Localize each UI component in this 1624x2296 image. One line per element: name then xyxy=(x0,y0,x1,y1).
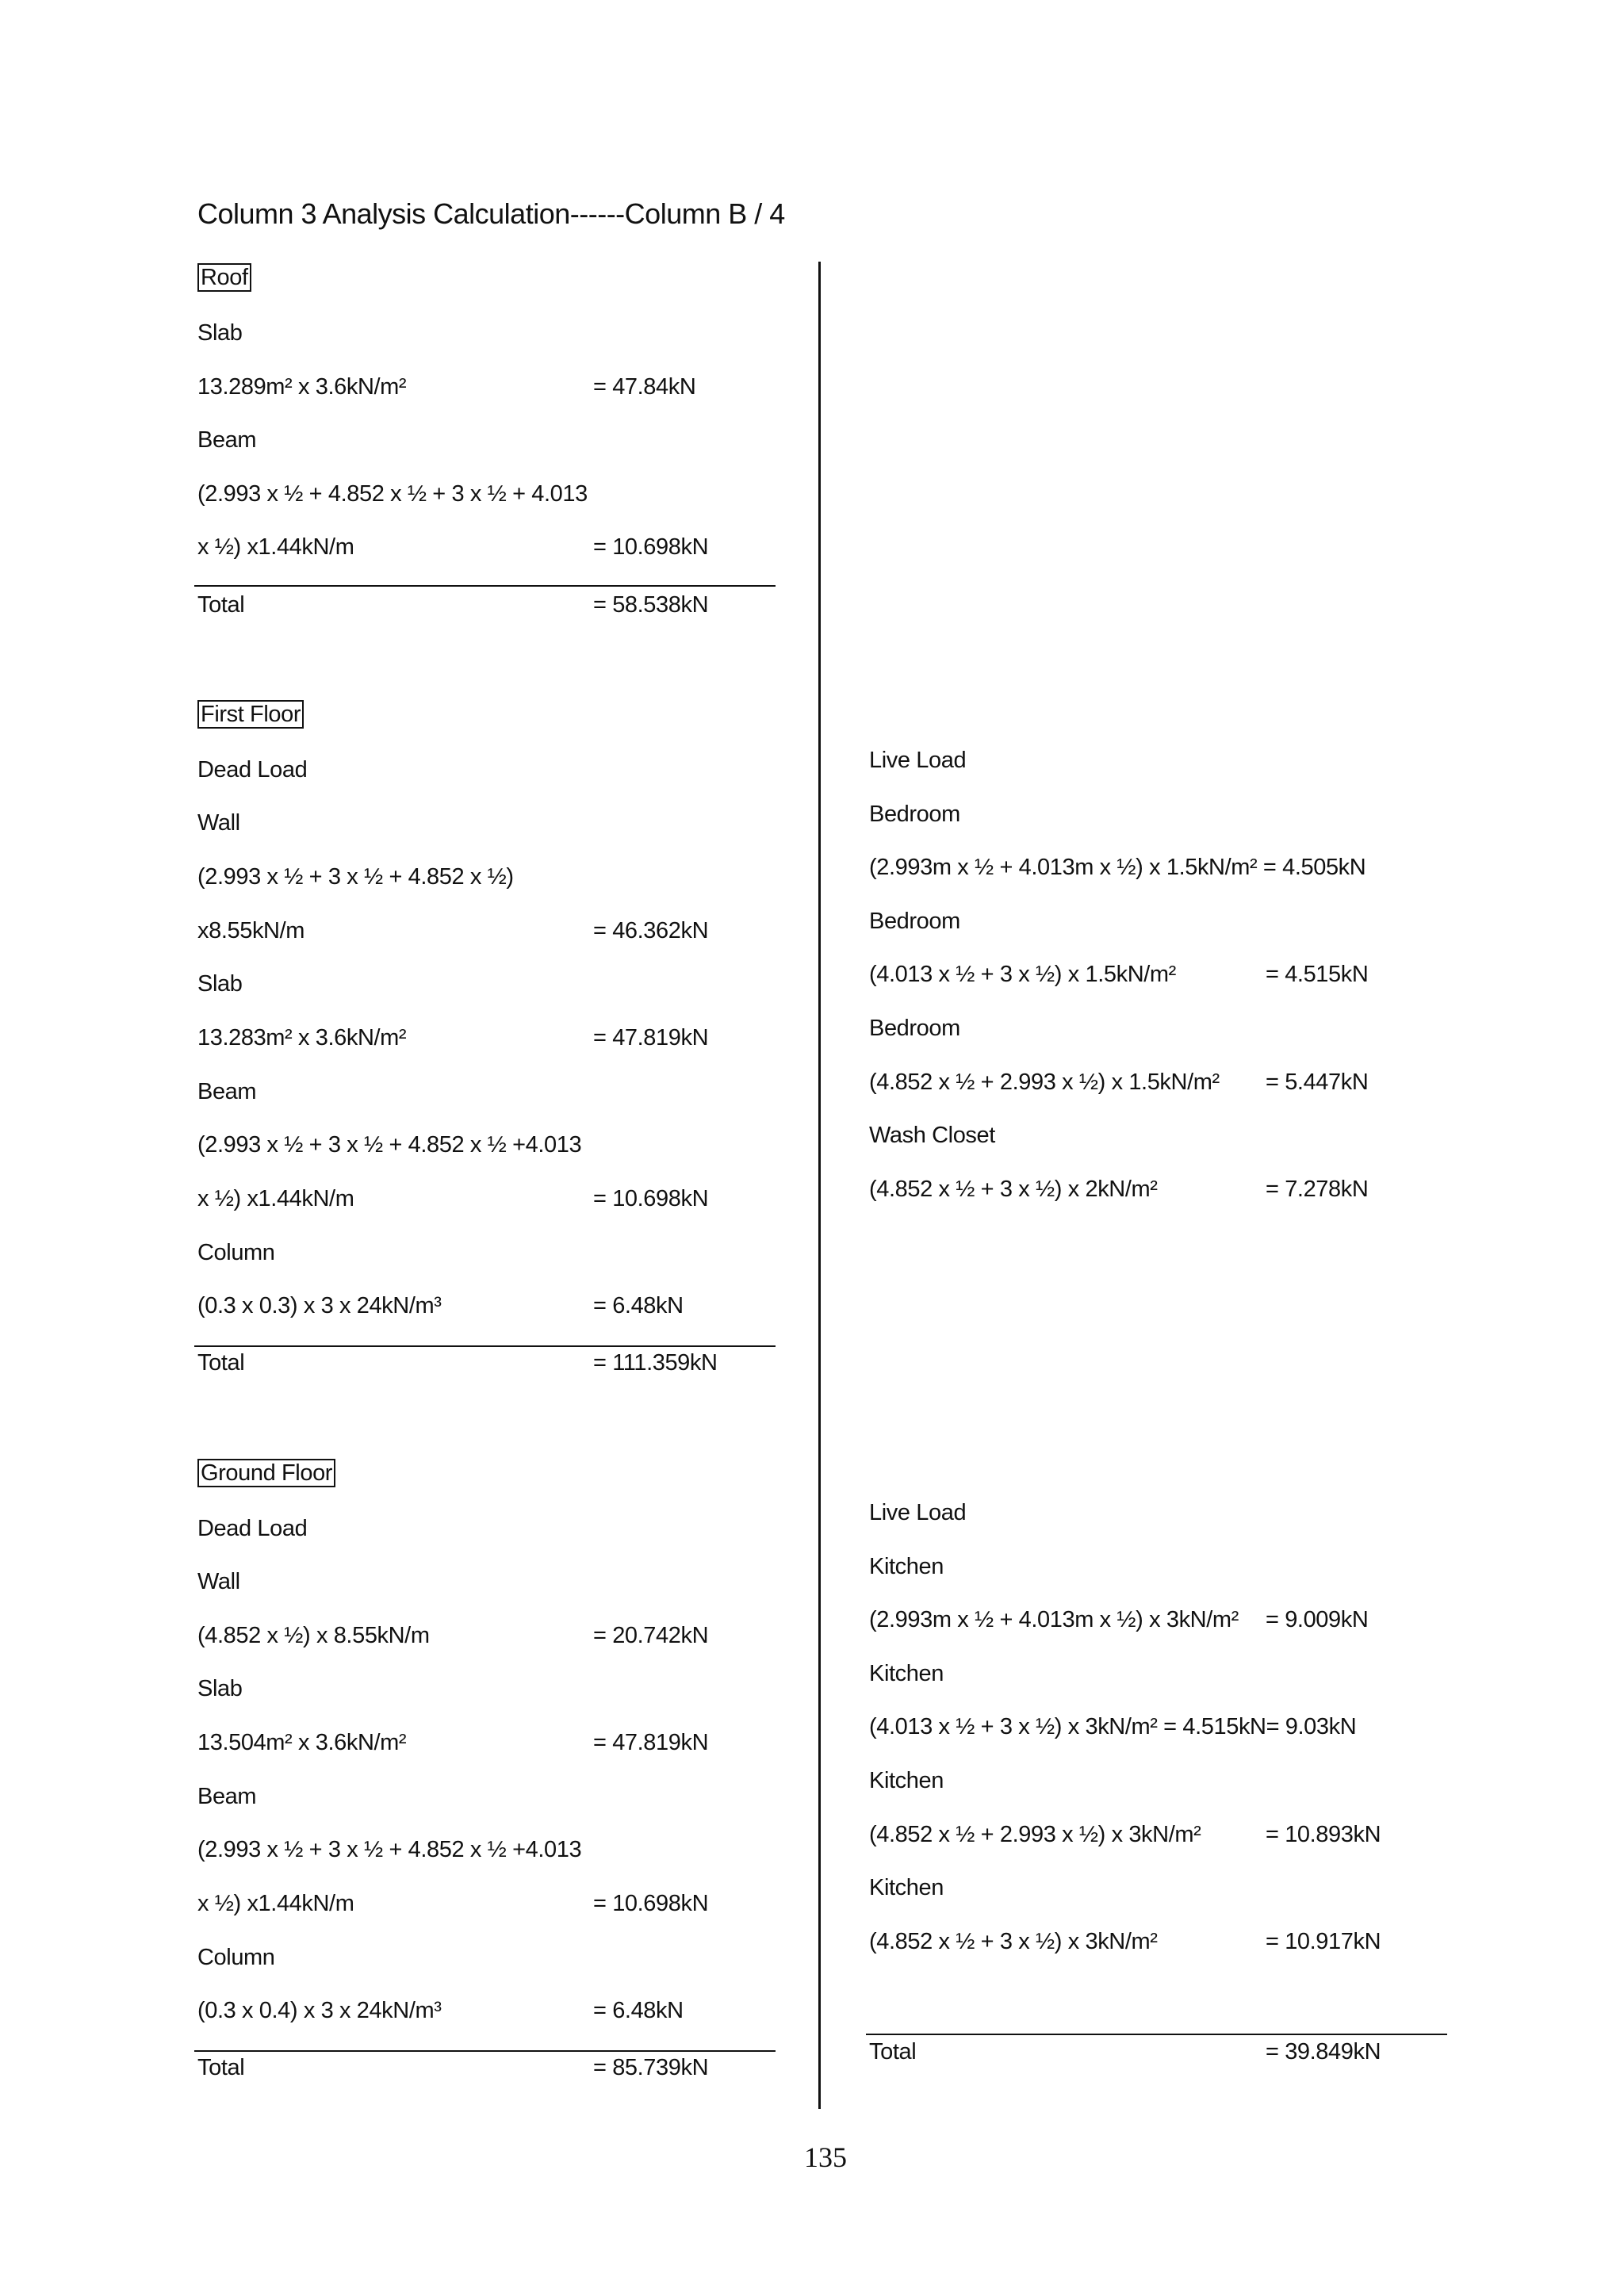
first-floor-live-room3-label: Bedroom xyxy=(869,1016,960,1041)
ground-floor-live-room1-expr: (2.993m x ½ + 4.013m x ½) x 3kN/m² xyxy=(869,1607,1239,1632)
ground-floor-dead-load-heading: Dead Load xyxy=(197,1516,308,1541)
ground-floor-heading: Ground Floor xyxy=(197,1459,335,1487)
ground-floor-live-room1-value: = 9.009kN xyxy=(1266,1607,1369,1632)
first-floor-live-room4-expr: (4.852 x ½ + 3 x ½) x 2kN/m² xyxy=(869,1177,1158,1202)
first-floor-beam-label: Beam xyxy=(197,1079,257,1104)
ground-floor-total-rule xyxy=(194,2050,776,2052)
ground-floor-slab-value: = 47.819kN xyxy=(593,1730,709,1755)
ground-floor-beam-label: Beam xyxy=(197,1784,257,1809)
first-floor-total-label: Total xyxy=(197,1350,245,1376)
first-floor-slab-expr: 13.283m² x 3.6kN/m² xyxy=(197,1025,407,1050)
ground-floor-live-room3-label: Kitchen xyxy=(869,1768,944,1793)
ground-floor-column-value: = 6.48kN xyxy=(593,1998,684,2023)
first-floor-live-room4-value: = 7.278kN xyxy=(1266,1177,1369,1202)
roof-slab-expr: 13.289m² x 3.6kN/m² xyxy=(197,374,407,400)
first-floor-beam-value: = 10.698kN xyxy=(593,1186,709,1211)
ground-floor-live-room3-value: = 10.893kN xyxy=(1266,1822,1381,1847)
roof-total-value: = 58.538kN xyxy=(593,592,709,618)
ground-floor-beam-expr-line2: x ½) x1.44kN/m xyxy=(197,1891,354,1916)
ground-floor-live-total-rule xyxy=(866,2034,1447,2035)
page-number: 135 xyxy=(804,2141,847,2173)
first-floor-wall-expr-line1: (2.993 x ½ + 3 x ½ + 4.852 x ½) xyxy=(197,864,514,890)
first-floor-slab-value: = 47.819kN xyxy=(593,1025,709,1050)
first-floor-live-room2-label: Bedroom xyxy=(869,909,960,934)
first-floor-column-label: Column xyxy=(197,1240,275,1265)
ground-floor-live-total-label: Total xyxy=(869,2039,917,2064)
roof-slab-label: Slab xyxy=(197,320,243,346)
ground-floor-live-room4-expr: (4.852 x ½ + 3 x ½) x 3kN/m² xyxy=(869,1929,1158,1954)
ground-floor-beam-expr-line1: (2.993 x ½ + 3 x ½ + 4.852 x ½ +4.013 xyxy=(197,1837,582,1862)
column-divider xyxy=(818,262,821,2109)
first-floor-live-room4-label: Wash Closet xyxy=(869,1123,995,1148)
first-floor-beam-expr-line2: x ½) x1.44kN/m xyxy=(197,1186,354,1211)
ground-floor-live-total-value: = 39.849kN xyxy=(1266,2039,1381,2064)
first-floor-live-room1-expr: (2.993m x ½ + 4.013m x ½) x 1.5kN/m² = 4.505kN xyxy=(869,855,1366,880)
first-floor-column-expr: (0.3 x 0.3) x 3 x 24kN/m³ xyxy=(197,1293,442,1318)
ground-floor-live-room2-label: Kitchen xyxy=(869,1661,944,1686)
first-floor-wall-expr-line2: x8.55kN/m xyxy=(197,918,304,943)
ground-floor-column-label: Column xyxy=(197,1945,275,1970)
roof-total-rule xyxy=(194,585,776,587)
first-floor-live-room3-expr: (4.852 x ½ + 2.993 x ½) x 1.5kN/m² xyxy=(869,1070,1220,1095)
ground-floor-live-room2-expr: (4.013 x ½ + 3 x ½) x 3kN/m² = 4.515kN= 9.03kN xyxy=(869,1714,1357,1739)
roof-slab-value: = 47.84kN xyxy=(593,374,696,400)
first-floor-wall-value: = 46.362kN xyxy=(593,918,709,943)
roof-beam-label: Beam xyxy=(197,427,257,453)
ground-floor-beam-value: = 10.698kN xyxy=(593,1891,709,1916)
ground-floor-wall-label: Wall xyxy=(197,1569,240,1594)
ground-floor-total-value: = 85.739kN xyxy=(593,2055,709,2080)
roof-beam-value: = 10.698kN xyxy=(593,534,709,560)
first-floor-column-value: = 6.48kN xyxy=(593,1293,684,1318)
ground-floor-live-load-heading: Live Load xyxy=(869,1500,967,1525)
first-floor-slab-label: Slab xyxy=(197,971,243,997)
roof-total-label: Total xyxy=(197,592,245,618)
first-floor-live-room2-expr: (4.013 x ½ + 3 x ½) x 1.5kN/m² xyxy=(869,962,1176,987)
roof-beam-expr-line2: x ½) x1.44kN/m xyxy=(197,534,354,560)
ground-floor-live-room1-label: Kitchen xyxy=(869,1554,944,1579)
ground-floor-live-room4-label: Kitchen xyxy=(869,1875,944,1900)
ground-floor-live-room3-expr: (4.852 x ½ + 2.993 x ½) x 3kN/m² xyxy=(869,1822,1201,1847)
ground-floor-slab-expr: 13.504m² x 3.6kN/m² xyxy=(197,1730,407,1755)
first-floor-live-room2-value: = 4.515kN xyxy=(1266,962,1369,987)
ground-floor-slab-label: Slab xyxy=(197,1676,243,1701)
ground-floor-wall-value: = 20.742kN xyxy=(593,1623,709,1648)
ground-floor-total-label: Total xyxy=(197,2055,245,2080)
first-floor-live-load-heading: Live Load xyxy=(869,748,967,773)
first-floor-total-value: = 111.359kN xyxy=(593,1350,718,1376)
roof-beam-expr-line1: (2.993 x ½ + 4.852 x ½ + 3 x ½ + 4.013 xyxy=(197,481,588,507)
roof-heading: Roof xyxy=(197,263,251,292)
page-title: Column 3 Analysis Calculation------Column B / 4 xyxy=(197,197,785,230)
first-floor-live-room1-label: Bedroom xyxy=(869,802,960,827)
first-floor-total-rule xyxy=(194,1345,776,1347)
ground-floor-live-room4-value: = 10.917kN xyxy=(1266,1929,1381,1954)
first-floor-beam-expr-line1: (2.993 x ½ + 3 x ½ + 4.852 x ½ +4.013 xyxy=(197,1132,582,1158)
first-floor-live-room3-value: = 5.447kN xyxy=(1266,1070,1369,1095)
first-floor-wall-label: Wall xyxy=(197,810,240,836)
first-floor-dead-load-heading: Dead Load xyxy=(197,757,308,783)
ground-floor-column-expr: (0.3 x 0.4) x 3 x 24kN/m³ xyxy=(197,1998,442,2023)
first-floor-heading: First Floor xyxy=(197,700,304,729)
ground-floor-wall-expr: (4.852 x ½) x 8.55kN/m xyxy=(197,1623,430,1648)
